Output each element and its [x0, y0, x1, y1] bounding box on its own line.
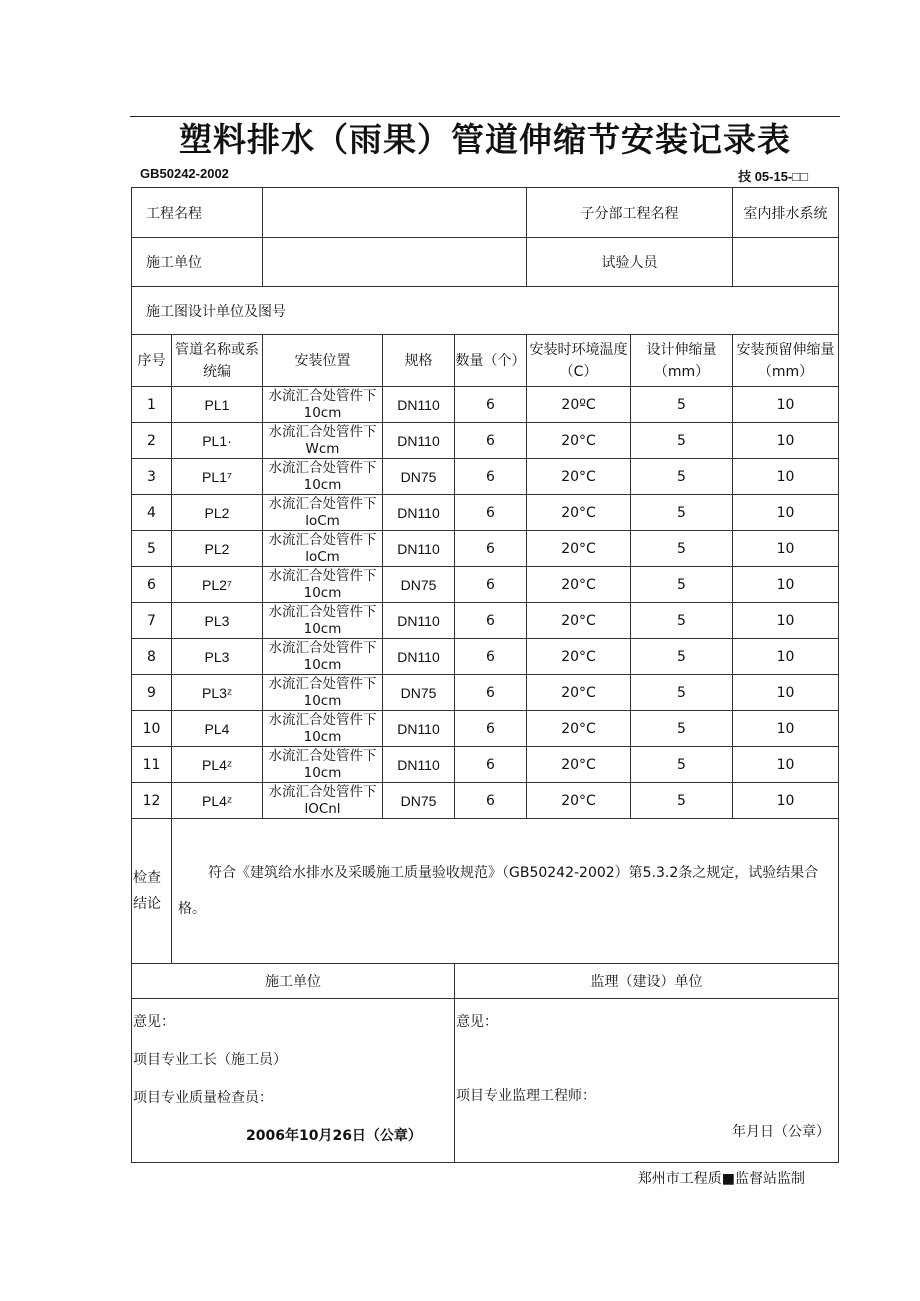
- conclusion-label: 检查结论: [132, 819, 172, 964]
- design-unit-label: 施工图设计单位及图号: [132, 287, 839, 335]
- cell-reserve: 10: [733, 567, 839, 603]
- table-row: [132, 459, 839, 495]
- cell-pipe: PL4ᶻ: [172, 783, 263, 819]
- cell-temp: 20°C: [527, 567, 631, 603]
- cell-spec: DN110: [383, 711, 455, 747]
- footer-issuer: 郑州市工程质■监督站监制: [637, 1171, 805, 1187]
- cell-qty: 6: [455, 783, 527, 819]
- foreman-label: 项目专业工长（施工员）: [133, 1052, 287, 1068]
- col-reserve: 安装预留伸缩量（mm）: [733, 335, 839, 387]
- cell-spec: DN110: [383, 495, 455, 531]
- top-rule: [130, 116, 840, 117]
- subproject-value: 室内排水系统: [733, 188, 839, 238]
- standard-code: GB50242-2002: [140, 166, 229, 181]
- tester-field[interactable]: [733, 238, 839, 287]
- cell-spec: DN110: [383, 531, 455, 567]
- cell-qty: 6: [455, 675, 527, 711]
- cell-spec: DN75: [383, 459, 455, 495]
- table-row: [132, 387, 839, 423]
- col-no: 序号: [132, 335, 172, 387]
- subproject-label: 子分部工程名程: [527, 188, 733, 238]
- cell-spec: DN75: [383, 567, 455, 603]
- cell-no: 12: [132, 783, 172, 819]
- cell-design: 5: [631, 387, 733, 423]
- cell-no: 2: [132, 423, 172, 459]
- cell-location: 水流汇合处管件下10cm: [263, 639, 383, 675]
- supervisor-opinion: 意见：: [456, 1014, 498, 1030]
- cell-pipe: PL3: [172, 639, 263, 675]
- supervisor-signature-area: [455, 999, 839, 1163]
- cell-no: 3: [132, 459, 172, 495]
- cell-location: 水流汇合处管件下10cm: [263, 711, 383, 747]
- project-name-label: 工程名程: [132, 188, 263, 238]
- cell-pipe: PL3: [172, 603, 263, 639]
- cell-reserve: 10: [733, 603, 839, 639]
- cell-no: 8: [132, 639, 172, 675]
- record-table: [131, 187, 839, 1163]
- contractor-date: 2006年10月26日（公章）: [246, 1128, 422, 1144]
- cell-location: 水流汇合处管件下loCm: [263, 495, 383, 531]
- contractor-field[interactable]: [263, 238, 527, 287]
- col-location: 安装位置: [263, 335, 383, 387]
- cell-qty: 6: [455, 603, 527, 639]
- cell-design: 5: [631, 711, 733, 747]
- cell-pipe: PL2: [172, 495, 263, 531]
- cell-location: 水流汇合处管件下10cm: [263, 675, 383, 711]
- cell-no: 7: [132, 603, 172, 639]
- cell-design: 5: [631, 495, 733, 531]
- cell-qty: 6: [455, 639, 527, 675]
- cell-reserve: 10: [733, 423, 839, 459]
- cell-pipe: PL4: [172, 711, 263, 747]
- cell-reserve: 10: [733, 639, 839, 675]
- cell-no: 10: [132, 711, 172, 747]
- col-qty: 数量（个）: [455, 335, 527, 387]
- cell-spec: DN110: [383, 423, 455, 459]
- cell-design: 5: [631, 531, 733, 567]
- cell-no: 4: [132, 495, 172, 531]
- cell-design: 5: [631, 603, 733, 639]
- table-row: [132, 711, 839, 747]
- table-row: [132, 423, 839, 459]
- cell-temp: 20°C: [527, 603, 631, 639]
- cell-reserve: 10: [733, 459, 839, 495]
- cell-temp: 20°C: [527, 639, 631, 675]
- table-row: [132, 495, 839, 531]
- cell-no: 9: [132, 675, 172, 711]
- cell-location: 水流汇合处管件下loCm: [263, 531, 383, 567]
- contractor-opinion: 意见：: [133, 1014, 175, 1030]
- cell-design: 5: [631, 639, 733, 675]
- table-row: [132, 783, 839, 819]
- cell-no: 5: [132, 531, 172, 567]
- cell-spec: DN110: [383, 387, 455, 423]
- contractor-label: 施工单位: [132, 238, 263, 287]
- column-header-row: [132, 335, 839, 387]
- cell-reserve: 10: [733, 387, 839, 423]
- cell-pipe: PL4ᶻ: [172, 747, 263, 783]
- quality-inspector-label: 项目专业质量检查员：: [133, 1090, 273, 1106]
- cell-spec: DN75: [383, 783, 455, 819]
- cell-design: 5: [631, 747, 733, 783]
- supervisor-date: 年月日（公章）: [732, 1124, 831, 1140]
- cell-spec: DN110: [383, 603, 455, 639]
- cell-temp: 20°C: [527, 783, 631, 819]
- cell-location: 水流汇合处管件下10cm: [263, 747, 383, 783]
- cell-location: 水流汇合处管件下lOCnl: [263, 783, 383, 819]
- form-code: 技 05-15-□□: [738, 169, 808, 184]
- col-temp: 安装时环境温度（C）: [527, 335, 631, 387]
- cell-temp: 20°C: [527, 531, 631, 567]
- cell-pipe: PL1: [172, 387, 263, 423]
- cell-location: 水流汇合处管件下10cm: [263, 567, 383, 603]
- cell-design: 5: [631, 675, 733, 711]
- cell-temp: 20°C: [527, 423, 631, 459]
- col-spec: 规格: [383, 335, 455, 387]
- project-name-field[interactable]: [263, 188, 527, 238]
- cell-qty: 6: [455, 747, 527, 783]
- table-row: [132, 567, 839, 603]
- cell-temp: 20ºC: [527, 387, 631, 423]
- cell-temp: 20°C: [527, 495, 631, 531]
- cell-qty: 6: [455, 387, 527, 423]
- col-pipe: 管道名称或系统编: [172, 335, 263, 387]
- cell-reserve: 10: [733, 531, 839, 567]
- cell-qty: 6: [455, 495, 527, 531]
- cell-location: 水流汇合处管件下10cm: [263, 603, 383, 639]
- cell-qty: 6: [455, 711, 527, 747]
- cell-spec: DN75: [383, 675, 455, 711]
- cell-location: 水流汇合处管件下Wcm: [263, 423, 383, 459]
- cell-pipe: PL3ᶻ: [172, 675, 263, 711]
- table-row: [132, 531, 839, 567]
- cell-reserve: 10: [733, 675, 839, 711]
- cell-location: 水流汇合处管件下10cm: [263, 459, 383, 495]
- cell-qty: 6: [455, 459, 527, 495]
- cell-reserve: 10: [733, 747, 839, 783]
- cell-qty: 6: [455, 567, 527, 603]
- cell-pipe: PL1·: [172, 423, 263, 459]
- supervising-engineer-label: 项目专业监理工程师：: [456, 1088, 596, 1104]
- cell-qty: 6: [455, 531, 527, 567]
- cell-temp: 20°C: [527, 675, 631, 711]
- cell-spec: DN110: [383, 747, 455, 783]
- cell-reserve: 10: [733, 783, 839, 819]
- cell-reserve: 10: [733, 711, 839, 747]
- cell-qty: 6: [455, 423, 527, 459]
- cell-pipe: PL2⁷: [172, 567, 263, 603]
- cell-no: 1: [132, 387, 172, 423]
- cell-design: 5: [631, 459, 733, 495]
- table-row: [132, 675, 839, 711]
- supervisor-header: 监理（建设）单位: [455, 964, 839, 999]
- table-row: [132, 747, 839, 783]
- cell-temp: 20°C: [527, 747, 631, 783]
- cell-temp: 20°C: [527, 459, 631, 495]
- table-row: [132, 639, 839, 675]
- page-title: 塑料排水（雨果）管道伸缩节安装记录表: [179, 120, 791, 159]
- cell-temp: 20°C: [527, 711, 631, 747]
- contractor-header: 施工单位: [132, 964, 455, 999]
- conclusion-body: 符合《建筑给水排水及采暖施工质量验收规范》（GB50242-2002）第5.3.2条之规定，试验结果合格。: [178, 865, 819, 917]
- cell-design: 5: [631, 567, 733, 603]
- contractor-signature-area: [132, 999, 455, 1163]
- table-row: [132, 603, 839, 639]
- tester-label: 试验人员: [527, 238, 733, 287]
- cell-no: 11: [132, 747, 172, 783]
- col-design: 设计伸缩量（mm）: [631, 335, 733, 387]
- cell-reserve: 10: [733, 495, 839, 531]
- conclusion-text: [172, 819, 839, 964]
- cell-no: 6: [132, 567, 172, 603]
- cell-location: 水流汇合处管件下10cm: [263, 387, 383, 423]
- cell-design: 5: [631, 783, 733, 819]
- cell-design: 5: [631, 423, 733, 459]
- cell-pipe: PL1⁷: [172, 459, 263, 495]
- cell-pipe: PL2: [172, 531, 263, 567]
- cell-spec: DN110: [383, 639, 455, 675]
